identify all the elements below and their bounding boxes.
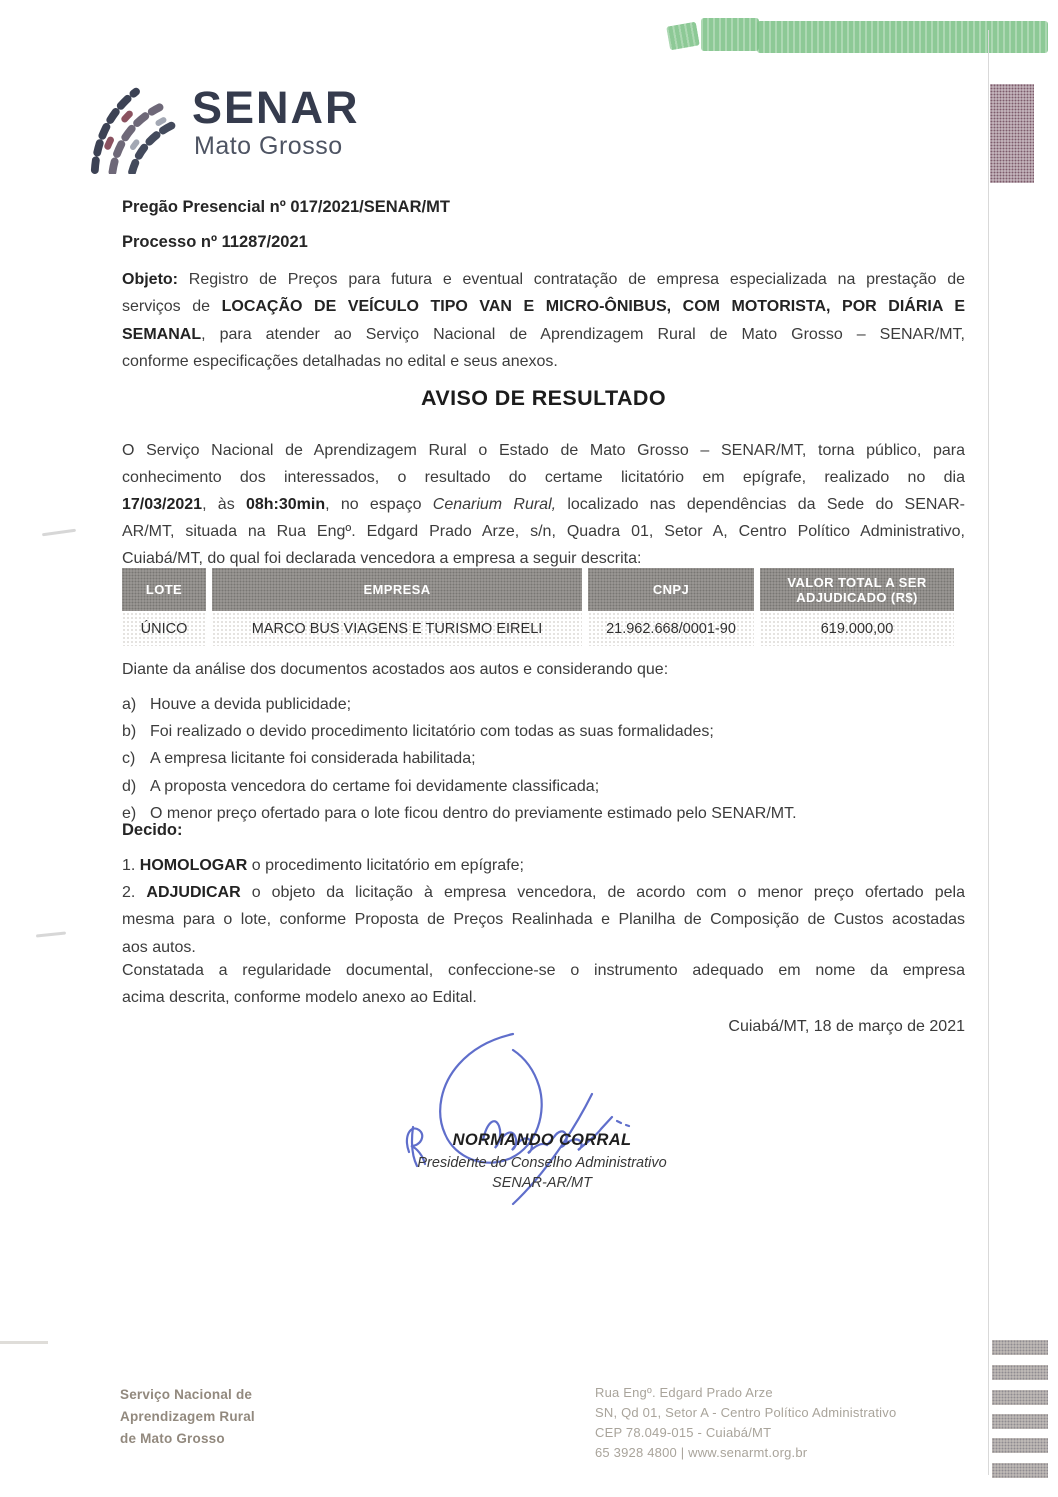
footer-address-block	[595, 1383, 896, 1463]
table-cell-empresa: MARCO BUS VIAGENS E TURISMO EIRELI	[212, 612, 582, 646]
text-segment: conforme especificações detalhadas no edital e seus anexos.	[122, 352, 558, 370]
text-line	[122, 984, 965, 1011]
text-segment: mesma para o lote, conforme Proposta de Preços Realinhada e Planilha de Composição de Custos acostadas	[122, 911, 965, 929]
text-segment: Cuiabá/MT, do qual foi declarada vencedora a empresa a seguir descrita:	[122, 550, 642, 567]
text-line	[122, 293, 965, 320]
text-segment: 2.	[122, 884, 147, 901]
constatada-paragraph	[122, 957, 965, 1012]
text-line	[122, 852, 965, 879]
text-segment: HOMOLOGAR	[139, 857, 248, 874]
text-segment: 08h:30min	[245, 496, 326, 513]
text-segment: , no espaço	[325, 496, 433, 513]
text-line	[122, 348, 965, 375]
signer-block	[332, 1131, 752, 1191]
text-line	[122, 957, 965, 984]
table-header-empresa	[212, 568, 582, 611]
list-item-label: d)	[122, 777, 137, 795]
text-segment: , às	[202, 496, 246, 513]
footer-address-line: 65 3928 4800 | www.senarmt.org.br	[595, 1445, 808, 1460]
aviso-paragraph	[122, 437, 965, 572]
text-segment: 17/03/2021	[122, 496, 203, 513]
document-title: AVISO DE RESULTADO	[421, 386, 666, 410]
text-line	[122, 321, 965, 348]
processo-heading: Processo nº 11287/2021	[122, 233, 308, 251]
scan-stripe-gray	[992, 1463, 1048, 1478]
list-item-text: A empresa licitante foi considerada habilitada;	[150, 750, 476, 768]
list-item-label: b)	[122, 723, 137, 741]
date-line: Cuiabá/MT, 18 de março de 2021	[728, 1018, 965, 1035]
footer-org-line: Serviço Nacional de	[120, 1387, 253, 1402]
scan-mark-green-blob	[666, 22, 700, 51]
scan-strip-maroon	[990, 84, 1034, 183]
table-header-lote	[122, 568, 206, 611]
text-segment: localizado nas dependências da Sede do SENAR-	[556, 496, 965, 513]
scan-stripe-gray	[992, 1340, 1048, 1355]
table-header-row	[122, 568, 954, 611]
text-line	[122, 266, 965, 293]
list-item-label: e)	[122, 804, 137, 822]
decision-1	[122, 852, 965, 879]
text-line	[122, 491, 965, 518]
footer-address-line: Rua Engº. Edgard Prado Arze	[595, 1385, 773, 1400]
list-item-label: c)	[122, 750, 136, 768]
text-segment: 1.	[122, 857, 140, 874]
text-segment: aos autos.	[122, 938, 196, 956]
footer-org-line: Aprendizagem Rural	[120, 1409, 255, 1424]
consideration-list	[122, 691, 965, 827]
text-line	[122, 464, 965, 491]
text-segment: serviços de	[122, 298, 222, 316]
footer-address-line: CEP 78.049-015 - Cuiabá/MT	[595, 1425, 772, 1440]
footer-org-line: de Mato Grosso	[120, 1431, 225, 1446]
text-segment: Cenarium Rural,	[432, 496, 557, 513]
decido-heading: Decido:	[122, 821, 183, 839]
table-header-label: VALOR TOTAL A SER	[787, 574, 927, 590]
table-cell-lote: ÚNICO	[122, 612, 206, 646]
text-line	[122, 437, 965, 464]
text-segment: o objeto da licitação à empresa vencedora, de acordo com o menor preço ofertado pela	[240, 884, 966, 901]
list-item	[122, 718, 965, 745]
footer-org-block	[120, 1384, 255, 1450]
scan-stripe-gray	[992, 1438, 1048, 1453]
senar-logo-icon	[86, 76, 186, 174]
footer-address-line: SN, Qd 01, Setor A - Centro Político Administrativo	[595, 1405, 897, 1420]
pregao-heading: Pregão Presencial nº 017/2021/SENAR/MT	[122, 198, 450, 216]
text-segment: SEMANAL	[122, 325, 202, 343]
brand-name: SENAR	[192, 82, 360, 133]
text-segment: ADJUDICAR	[146, 884, 241, 901]
table-header-label: EMPRESA	[363, 582, 431, 597]
scan-edge-smudge	[0, 1341, 48, 1344]
scan-edge-line	[988, 30, 989, 1475]
scan-margin-dash	[42, 529, 76, 537]
list-item-text: Foi realizado o devido procedimento licitatório com todas as suas formalidades;	[150, 723, 714, 741]
scan-margin-dash	[36, 931, 66, 937]
list-item-text: Houve a devida publicidade;	[150, 696, 352, 713]
table-cell-valor: 619.000,00	[760, 612, 954, 646]
scan-stripe-gray	[992, 1390, 1048, 1405]
table-cell-cnpj: 21.962.668/0001-90	[588, 612, 754, 646]
result-table	[122, 568, 954, 646]
table-row	[122, 612, 954, 646]
table-header-cnpj	[588, 568, 754, 611]
scan-mark-green-blob	[701, 18, 759, 51]
signer-role: Presidente do Conselho Administrativo	[417, 1155, 667, 1171]
list-item	[122, 773, 965, 800]
text-segment: Objeto:	[122, 271, 178, 288]
text-line	[122, 879, 965, 906]
table-header-valor	[760, 568, 954, 611]
list-item	[122, 745, 965, 772]
brand-region: Mato Grosso	[194, 132, 343, 160]
list-item-label: a)	[122, 696, 137, 713]
text-segment: Constatada a regularidade documental, confeccione-se o instrumento adequado em nome da empresa	[122, 962, 965, 979]
table-header-label: LOTE	[145, 582, 183, 597]
list-item	[122, 691, 965, 718]
scan-stripe-gray	[992, 1414, 1048, 1429]
list-item-text: O menor preço ofertado para o lote ficou dentro do previamente estimado pelo SENAR/MT.	[150, 804, 797, 822]
table-header-label: ADJUDICADO (R$)	[796, 589, 918, 605]
signer-org: SENAR-AR/MT	[492, 1175, 592, 1191]
text-segment: LOCAÇÃO DE VEÍCULO TIPO VAN E MICRO-ÔNIBUS, COM MOTORISTA, POR DIÁRIA E	[221, 298, 965, 316]
decision-2	[122, 879, 965, 961]
text-segment: AR/MT, situada na Rua Engº. Edgard Prado Arze, s/n, Quadra 01, Setor A, Centro Político Administrativo,	[122, 523, 965, 540]
diante-line: Diante da análise dos documentos acostados aos autos e considerando que:	[122, 661, 669, 678]
text-segment: , para atender ao Serviço Nacional de Aprendizagem Rural de Mato Grosso – SENAR/MT,	[201, 325, 965, 343]
signer-name: NORMANDO CORRAL	[452, 1131, 632, 1149]
text-line	[122, 518, 965, 545]
list-item-text: A proposta vencedora do certame foi devidamente classificada;	[150, 777, 600, 795]
objeto-paragraph	[122, 266, 965, 375]
scan-stripe-gray	[992, 1365, 1048, 1380]
text-segment: Registro de Preços para futura e eventual contratação de empresa especializada na prestação de	[178, 271, 965, 288]
table-header-label: CNPJ	[652, 582, 690, 597]
scan-mark-green-bar	[757, 21, 1048, 53]
text-line	[122, 906, 965, 933]
text-segment: conhecimento dos interessados, o resultado do certame licitatório em epígrafe, realizado no dia	[122, 469, 965, 486]
text-segment: acima descrita, conforme modelo anexo ao Edital.	[122, 989, 477, 1007]
text-segment: o procedimento licitatório em epígrafe;	[247, 857, 524, 874]
text-segment: O Serviço Nacional de Aprendizagem Rural o Estado de Mato Grosso – SENAR/MT, torna público, para	[122, 442, 965, 459]
